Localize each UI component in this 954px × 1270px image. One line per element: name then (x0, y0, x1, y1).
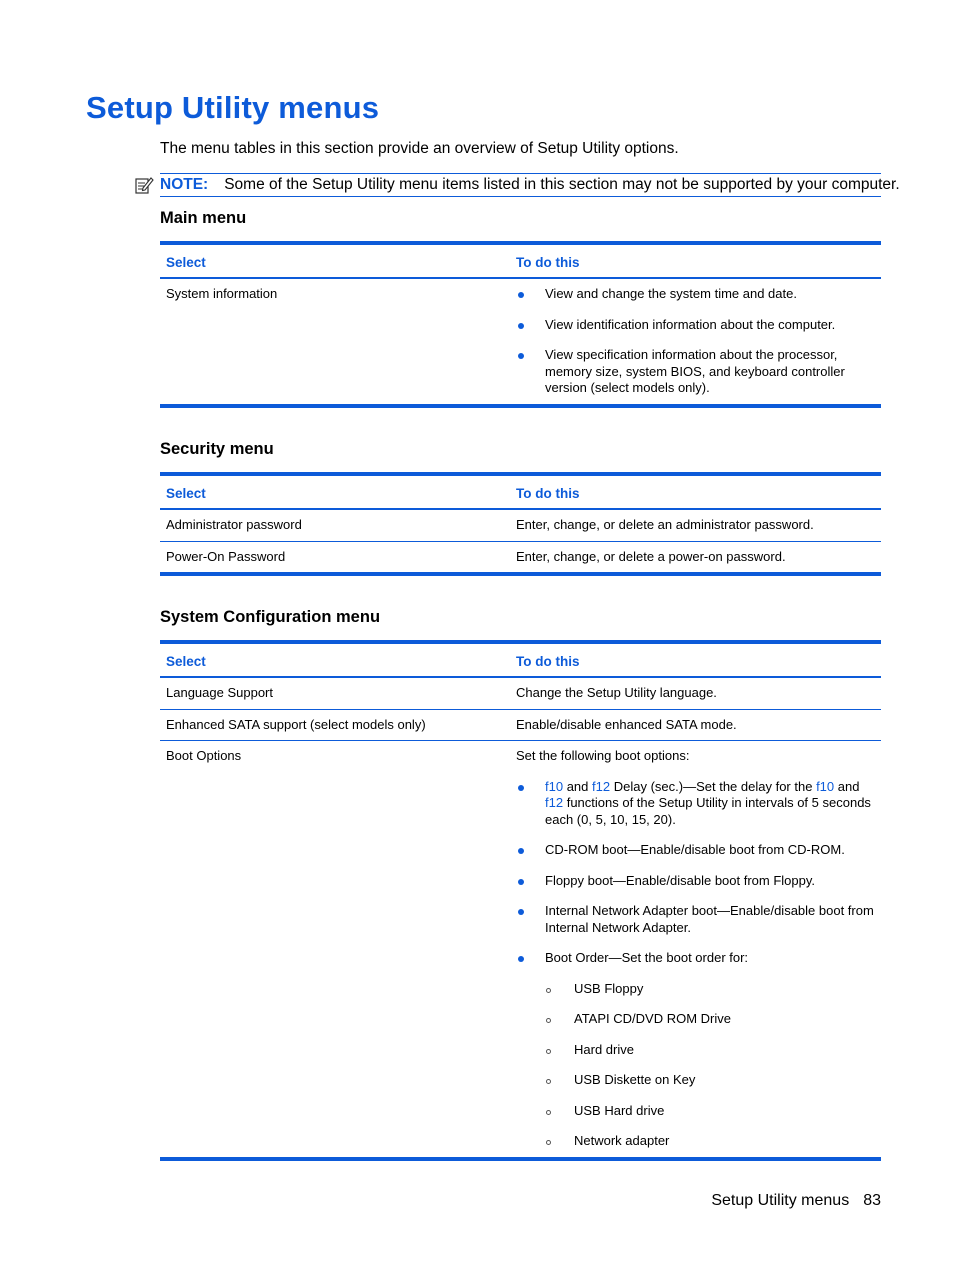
sub-list-item: Hard drive (545, 1042, 875, 1059)
action-cell: Change the Setup Utility language. (516, 685, 717, 700)
note-pencil-icon (134, 175, 154, 195)
security-menu-table (160, 472, 881, 576)
header-to-do-this: To do this (510, 642, 881, 677)
boot-options-lead: Set the following boot options: (516, 748, 690, 763)
action-cell: Enter, change, or delete an administrator password. (516, 517, 814, 532)
list-item: View and change the system time and date. (516, 286, 875, 303)
f12-key: f12 (592, 778, 611, 794)
table-row (160, 677, 881, 709)
select-cell: Language Support (166, 685, 273, 700)
select-cell: Boot Options (160, 741, 510, 1159)
f12-key: f12 (545, 795, 564, 810)
delay-text: Delay (sec.)—Set the delay for the (613, 778, 813, 794)
table-row (160, 541, 881, 574)
select-cell: Enhanced SATA support (select models only) (160, 709, 510, 741)
table-row (160, 278, 881, 406)
system-config-menu-table (160, 640, 881, 1161)
header-to-do-this: To do this (510, 474, 881, 509)
delay-text: functions of the Setup Utility in intervals of 5 seconds each (0, 5, 10, 15, 20). (545, 795, 871, 827)
sub-list-item: USB Floppy (545, 981, 875, 998)
list-item: Floppy boot—Enable/disable boot from Floppy. (516, 873, 875, 890)
action-cell (510, 278, 881, 406)
action-cell: Enable/disable enhanced SATA mode. (510, 709, 881, 741)
page-number: 83 (863, 1192, 881, 1209)
table-row (160, 709, 881, 741)
f10-key: f10 (545, 778, 564, 794)
header-to-do-this: To do this (510, 243, 881, 278)
list-item-boot-order (516, 950, 875, 1150)
main-menu-table (160, 241, 881, 408)
table-row (160, 509, 881, 541)
list-item: View specification information about the processor, memory size, system BIOS, and keyboard controller version (select models only). (516, 347, 875, 397)
list-item: Internal Network Adapter boot—Enable/disable boot from Internal Network Adapter. (516, 903, 875, 936)
table-row (160, 741, 881, 1159)
header-select: Select (160, 243, 510, 278)
header-select: Select (160, 474, 510, 509)
action-cell: Enter, change, or delete a power-on password. (510, 541, 881, 574)
and-text: and (837, 778, 860, 794)
sub-list-item: ATAPI CD/DVD ROM Drive (545, 1011, 875, 1028)
action-cell (510, 741, 881, 1159)
page-title: Setup Utility menus (86, 90, 380, 125)
note-box (160, 173, 900, 197)
select-cell: Power-On Password (160, 541, 510, 574)
f10-key: f10 (816, 778, 835, 794)
sub-list-item: Network adapter (545, 1133, 875, 1150)
footer-section: Setup Utility menus (711, 1192, 850, 1209)
main-menu-title: Main menu (160, 209, 247, 227)
header-select: Select (160, 642, 510, 677)
note-text: Some of the Setup Utility menu items listed in this section may not be supported by your computer. (224, 176, 900, 193)
list-item: View identification information about the computer. (516, 317, 875, 334)
and-text: and (566, 778, 589, 794)
select-cell: System information (160, 278, 510, 406)
system-config-menu-title: System Configuration menu (160, 608, 381, 626)
security-menu-title: Security menu (160, 440, 274, 458)
boot-order-label: Boot Order—Set the boot order for: (545, 950, 749, 965)
sub-list-item: USB Hard drive (545, 1103, 875, 1120)
intro-text: The menu tables in this section provide an overview of Setup Utility options. (160, 140, 679, 157)
note-label: NOTE: (160, 176, 209, 193)
page-footer (711, 1192, 881, 1210)
list-item-delay (516, 779, 875, 829)
sub-list-item: USB Diskette on Key (545, 1072, 875, 1089)
select-cell: Administrator password (166, 517, 302, 532)
list-item: CD-ROM boot—Enable/disable boot from CD-ROM. (516, 842, 875, 859)
